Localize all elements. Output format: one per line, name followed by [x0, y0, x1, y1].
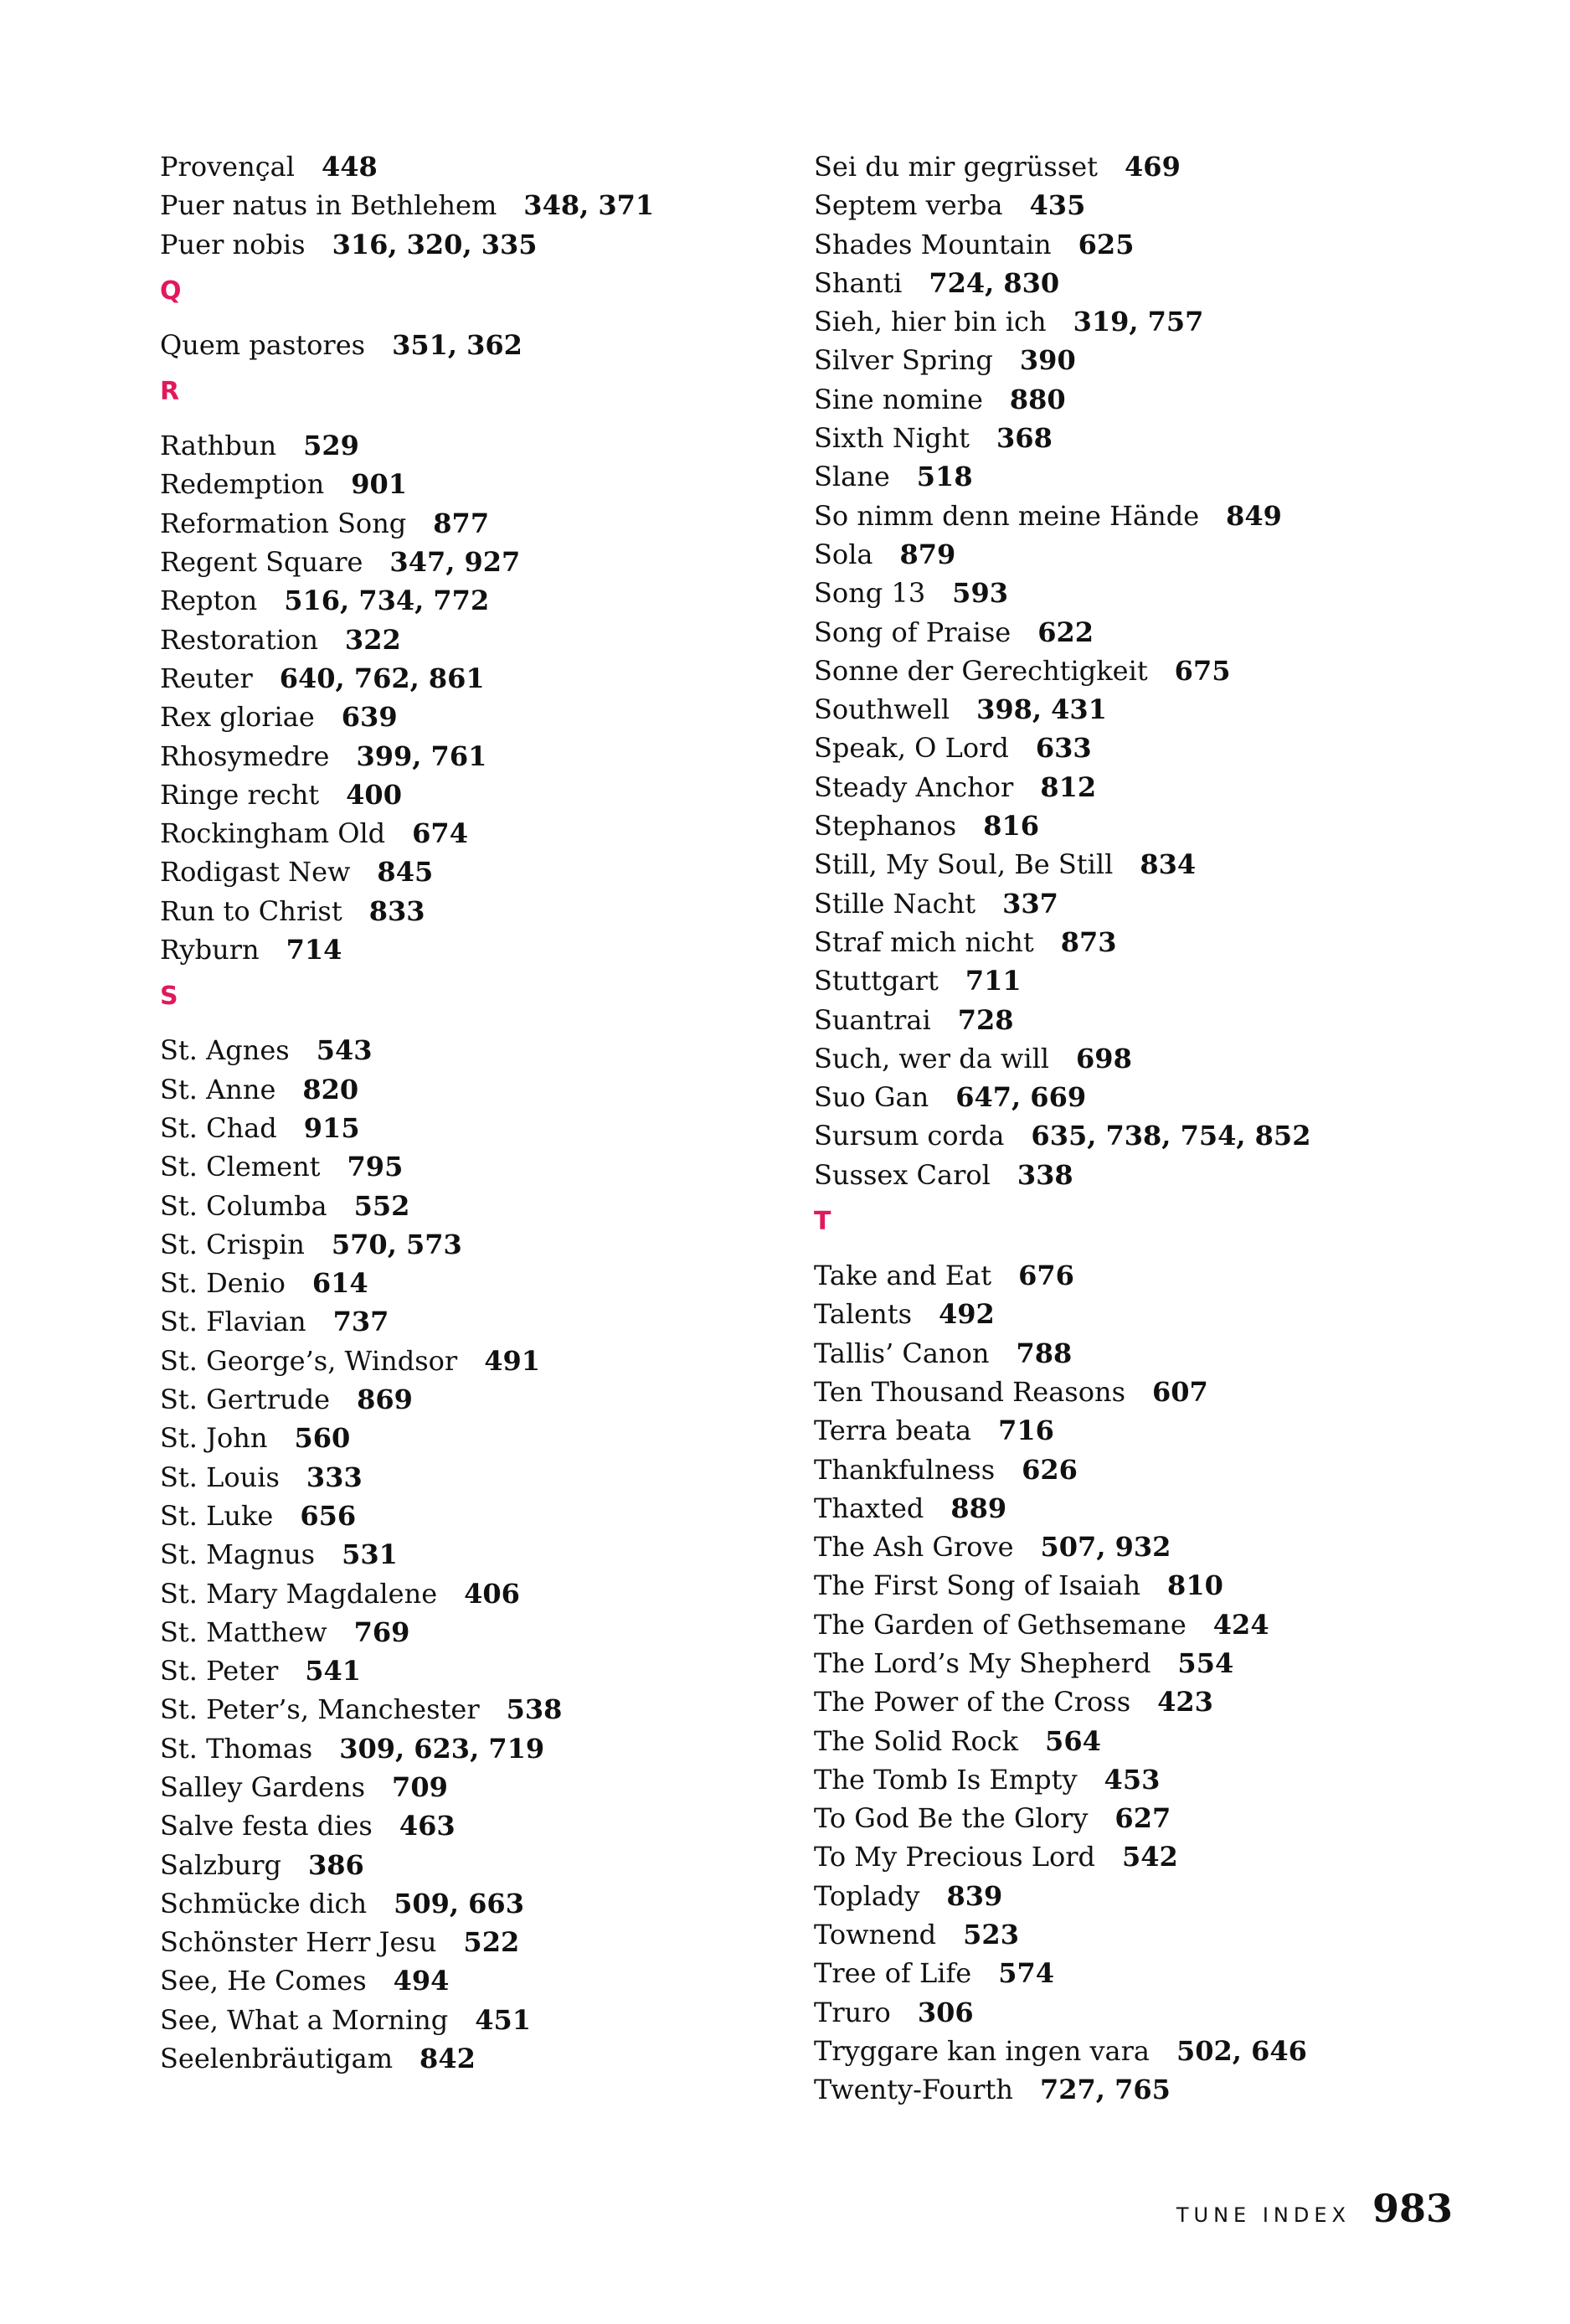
- tune-name: Sola: [814, 538, 873, 570]
- hymn-numbers: 880: [1009, 383, 1066, 415]
- hymn-numbers: 614: [311, 1267, 368, 1300]
- hymn-numbers: 351, 362: [392, 328, 522, 361]
- tune-name: Schmücke dich: [160, 1887, 368, 1919]
- index-entry: [160, 814, 796, 853]
- index-entry: [160, 1225, 796, 1264]
- tune-name: Silver Spring: [814, 344, 993, 377]
- tune-name: Septem verba: [814, 189, 1003, 222]
- hymn-numbers: 879: [899, 538, 956, 570]
- hymn-numbers: 529: [303, 430, 359, 462]
- hymn-numbers: 523: [963, 1919, 1019, 1951]
- index-entry: [814, 497, 1450, 535]
- hymn-numbers: 541: [305, 1655, 362, 1688]
- hymn-numbers: 319, 757: [1073, 306, 1204, 338]
- index-entry: [814, 1411, 1450, 1450]
- hymn-numbers: 901: [351, 468, 408, 501]
- index-entry: [160, 1187, 796, 1225]
- tune-name: So nimm denn meine Hände: [814, 499, 1200, 532]
- tune-name: Sixth Night: [814, 422, 970, 455]
- tune-name: St. Thomas: [160, 1732, 313, 1765]
- hymn-numbers: 737: [332, 1306, 389, 1338]
- index-entry: [160, 1961, 796, 2000]
- tune-name: The Tomb Is Empty: [814, 1763, 1078, 1796]
- tune-name: Stille Nacht: [814, 887, 976, 920]
- tune-name: Speak, O Lord: [814, 732, 1009, 765]
- tune-name: Rex gloriae: [160, 701, 315, 734]
- hymn-numbers: 399, 761: [356, 739, 487, 772]
- index-column-right: [814, 147, 1450, 2110]
- tune-name: Rodigast New: [160, 856, 351, 889]
- tune-name: St. George’s, Windsor: [160, 1344, 458, 1377]
- tune-name: Shanti: [814, 266, 903, 299]
- tune-name: St. Gertrude: [160, 1384, 331, 1416]
- index-entry: [814, 1682, 1450, 1721]
- hymn-numbers: 727, 765: [1039, 2074, 1171, 2106]
- tune-name: To My Precious Lord: [814, 1841, 1095, 1873]
- hymn-numbers: 674: [412, 817, 468, 850]
- tune-name: Tryggare kan ingen vara: [814, 2034, 1150, 2067]
- index-entry: [160, 1652, 796, 1690]
- hymn-numbers: 400: [346, 778, 402, 811]
- tune-name: Rhosymedre: [160, 739, 330, 772]
- tune-name: To God Be the Glory: [814, 1802, 1089, 1835]
- index-entry: [160, 1070, 796, 1109]
- hymn-numbers: 820: [302, 1073, 359, 1105]
- page-footer: [1176, 2186, 1453, 2231]
- index-entry: [160, 1380, 796, 1419]
- index-entry: [160, 1574, 796, 1613]
- hymn-numbers: 845: [377, 856, 434, 889]
- index-entry: [814, 1877, 1450, 1915]
- index-entry: [814, 690, 1450, 729]
- tune-name: Ten Thousand Reasons: [814, 1375, 1125, 1408]
- hymn-numbers: 812: [1040, 770, 1097, 803]
- hymn-numbers: 889: [950, 1492, 1007, 1524]
- hymn-numbers: 915: [303, 1111, 360, 1144]
- tune-name: Truro: [814, 1996, 891, 2028]
- hymn-numbers: 531: [342, 1538, 398, 1571]
- tune-name: The Power of the Cross: [814, 1686, 1131, 1719]
- index-entry: [160, 147, 796, 186]
- tune-name: Talents: [814, 1298, 912, 1331]
- hymn-numbers: 451: [475, 2003, 532, 2036]
- hymn-numbers: 469: [1125, 151, 1181, 183]
- index-entry: [814, 1039, 1450, 1078]
- hymn-numbers: 788: [1016, 1337, 1073, 1369]
- index-entry: [160, 698, 796, 736]
- tune-name: St. Anne: [160, 1073, 276, 1105]
- hymn-numbers: 769: [353, 1615, 410, 1648]
- tune-name: St. Magnus: [160, 1538, 316, 1571]
- index-column-left: [160, 147, 796, 2078]
- tune-name: Sieh, hier bin ich: [814, 306, 1047, 338]
- hymn-numbers: 543: [316, 1034, 373, 1067]
- index-entry: [160, 2001, 796, 2039]
- index-entry: [814, 1915, 1450, 1954]
- hymn-numbers: 698: [1076, 1042, 1132, 1074]
- hymn-numbers: 816: [983, 810, 1039, 843]
- hymn-numbers: 639: [341, 701, 398, 734]
- hymn-numbers: 869: [357, 1384, 413, 1416]
- tune-name: Repton: [160, 585, 258, 617]
- letter-heading: Q: [160, 276, 182, 306]
- tune-name: Sursum corda: [814, 1120, 1005, 1152]
- letter-heading: R: [160, 377, 180, 407]
- hymn-numbers: 463: [399, 1810, 456, 1842]
- index-entry: [160, 1690, 796, 1729]
- tune-name: Thankfulness: [814, 1453, 996, 1486]
- tune-name: Song 13: [814, 577, 926, 610]
- tune-name: Stephanos: [814, 810, 957, 843]
- tune-name: Puer natus in Bethlehem: [160, 189, 497, 222]
- index-entry: [814, 652, 1450, 690]
- hymn-numbers: 656: [300, 1499, 357, 1532]
- tune-name: Shades Mountain: [814, 228, 1052, 260]
- tune-name: The First Song of Isaiah: [814, 1569, 1141, 1602]
- index-entry: [160, 1497, 796, 1535]
- hymn-numbers: 398, 431: [976, 693, 1107, 726]
- index-entry: [814, 1760, 1450, 1799]
- hymn-numbers: 640, 762, 861: [279, 662, 485, 694]
- hymn-numbers: 538: [506, 1693, 563, 1726]
- tune-name: St. Mary Magdalene: [160, 1577, 438, 1610]
- index-entry: [160, 1923, 796, 1961]
- index-entry: [160, 930, 796, 969]
- hymn-numbers: 635, 738, 754, 852: [1031, 1120, 1311, 1152]
- tune-name: St. Matthew: [160, 1615, 327, 1648]
- tune-name: St. John: [160, 1422, 268, 1455]
- tune-name: Still, My Soul, Be Still: [814, 848, 1114, 881]
- index-entry: [160, 1147, 796, 1186]
- index-entry: [160, 426, 796, 465]
- index-entry: [160, 543, 796, 581]
- tune-name: Reuter: [160, 662, 253, 694]
- tune-name: Steady Anchor: [814, 770, 1014, 803]
- index-entry: [160, 2039, 796, 2078]
- tune-name: Thaxted: [814, 1492, 924, 1524]
- index-entry: [160, 504, 796, 543]
- index-entry: [160, 1458, 796, 1497]
- index-entry: [814, 1954, 1450, 1992]
- hymn-numbers: 309, 623, 719: [339, 1732, 545, 1765]
- tune-name: St. Luke: [160, 1499, 274, 1532]
- hymn-numbers: 347, 927: [389, 546, 521, 579]
- index-entry: [814, 1256, 1450, 1295]
- tune-name: Salzburg: [160, 1848, 281, 1881]
- hymn-numbers: 368: [996, 422, 1053, 455]
- index-entry: [814, 1722, 1450, 1760]
- tune-name: Toplady: [814, 1879, 920, 1912]
- hymn-numbers: 502, 646: [1176, 2034, 1307, 2067]
- hymn-numbers: 711: [965, 965, 1022, 997]
- hymn-numbers: 453: [1104, 1763, 1161, 1796]
- index-entry: [160, 1729, 796, 1768]
- hymn-numbers: 833: [368, 894, 425, 927]
- hymn-numbers: 839: [946, 1879, 1003, 1912]
- hymn-numbers: 834: [1140, 848, 1197, 881]
- index-entry: [814, 845, 1450, 884]
- tune-name: Schönster Herr Jesu: [160, 1926, 437, 1959]
- hymn-numbers: 424: [1212, 1608, 1269, 1641]
- index-entry: [814, 302, 1450, 341]
- hymn-numbers: 316, 320, 335: [332, 228, 538, 260]
- index-entry: [814, 2032, 1450, 2070]
- tune-name: St. Denio: [160, 1267, 286, 1300]
- index-entry: [160, 776, 796, 814]
- index-entry: [160, 1031, 796, 1069]
- tune-name: St. Chad: [160, 1111, 277, 1144]
- index-entry: [814, 884, 1450, 923]
- index-entry: [814, 1295, 1450, 1333]
- letter-heading: S: [160, 982, 178, 1012]
- hymn-numbers: 406: [464, 1577, 520, 1610]
- hymn-numbers: 491: [484, 1344, 540, 1377]
- hymn-numbers: 675: [1174, 654, 1231, 687]
- tune-name: Run to Christ: [160, 894, 342, 927]
- index-entry: [160, 186, 796, 224]
- tune-name: Ringe recht: [160, 778, 320, 811]
- letter-heading: T: [814, 1207, 831, 1237]
- index-entry: [160, 1535, 796, 1574]
- hymn-numbers: 435: [1029, 189, 1086, 222]
- index-entry: [814, 1078, 1450, 1116]
- tune-name: The Solid Rock: [814, 1724, 1019, 1757]
- tune-name: See, He Comes: [160, 1965, 367, 1997]
- index-entry: [814, 729, 1450, 767]
- tune-name: Stuttgart: [814, 965, 939, 997]
- index-entry: [160, 1806, 796, 1845]
- hymn-numbers: 724, 830: [929, 266, 1060, 299]
- tune-name: Redemption: [160, 468, 325, 501]
- tune-name: St. Agnes: [160, 1034, 290, 1067]
- tune-name: Suo Gan: [814, 1081, 929, 1114]
- index-entry: [814, 147, 1450, 186]
- tune-name: Salve festa dies: [160, 1810, 373, 1842]
- tune-name: St. Flavian: [160, 1306, 306, 1338]
- tune-name: Townend: [814, 1919, 937, 1951]
- hymn-numbers: 593: [952, 577, 1008, 610]
- index-entry: [814, 806, 1450, 845]
- index-entry: [814, 1837, 1450, 1876]
- tune-name: Tree of Life: [814, 1957, 972, 1990]
- tune-name: Rathbun: [160, 430, 277, 462]
- index-entry: [814, 1373, 1450, 1411]
- index-entry: [160, 225, 796, 264]
- tune-name: St. Columba: [160, 1189, 327, 1222]
- index-entry: [814, 1644, 1450, 1682]
- hymn-numbers: 709: [392, 1770, 448, 1803]
- hymn-numbers: 492: [939, 1298, 995, 1331]
- tune-name: Sonne der Gerechtigkeit: [814, 654, 1148, 687]
- tune-name: Southwell: [814, 693, 950, 726]
- index-entry: [814, 1116, 1450, 1155]
- index-entry: [160, 326, 796, 364]
- index-entry: [814, 457, 1450, 496]
- section-label: TUNE INDEX: [1176, 2203, 1351, 2227]
- hymn-numbers: 877: [433, 507, 490, 539]
- tune-name: St. Peter’s, Manchester: [160, 1693, 480, 1726]
- tune-name: Restoration: [160, 623, 318, 656]
- tune-name: Take and Eat: [814, 1260, 992, 1292]
- hymn-numbers: 564: [1045, 1724, 1101, 1757]
- index-entry: [814, 1799, 1450, 1837]
- hymn-numbers: 333: [306, 1461, 363, 1493]
- hymn-numbers: 627: [1114, 1802, 1171, 1835]
- tune-name: Terra beata: [814, 1414, 972, 1447]
- index-entry: [814, 1605, 1450, 1644]
- index-entry: [160, 1419, 796, 1457]
- index-entry: [814, 1334, 1450, 1373]
- hymn-numbers: 542: [1122, 1841, 1178, 1873]
- index-entry: [160, 1302, 796, 1341]
- hymn-numbers: 873: [1060, 925, 1117, 958]
- hymn-numbers: 509, 663: [394, 1887, 524, 1919]
- tune-name: Rockingham Old: [160, 817, 386, 850]
- index-entry: [160, 621, 796, 659]
- hymn-numbers: 714: [286, 934, 342, 966]
- hymn-numbers: 647, 669: [955, 1081, 1087, 1114]
- index-entry: [160, 1264, 796, 1302]
- hymn-numbers: 552: [353, 1189, 410, 1222]
- tune-name: St. Louis: [160, 1461, 280, 1493]
- index-entry: [160, 1109, 796, 1147]
- hymn-numbers: 849: [1226, 499, 1282, 532]
- hymn-numbers: 522: [463, 1926, 520, 1959]
- index-entry: [160, 581, 796, 620]
- hymn-numbers: 337: [1002, 887, 1058, 920]
- hymn-numbers: 633: [1035, 732, 1092, 765]
- index-entry: [160, 659, 796, 698]
- tune-name: Salley Gardens: [160, 1770, 366, 1803]
- hymn-numbers: 322: [344, 623, 401, 656]
- index-entry: [814, 419, 1450, 457]
- hymn-numbers: 338: [1017, 1158, 1073, 1191]
- index-entry: [814, 923, 1450, 961]
- index-entry: [814, 1528, 1450, 1566]
- index-entry: [814, 535, 1450, 574]
- tune-name: St. Peter: [160, 1655, 279, 1688]
- index-entry: [814, 1566, 1450, 1605]
- hymn-numbers: 716: [998, 1414, 1054, 1447]
- index-entry: [814, 1156, 1450, 1194]
- index-entry: [814, 380, 1450, 419]
- tune-name: Regent Square: [160, 546, 363, 579]
- index-entry: [814, 574, 1450, 612]
- index-entry: [814, 1993, 1450, 2032]
- tune-name: Such, wer da will: [814, 1042, 1050, 1074]
- tune-name: Ryburn: [160, 934, 260, 966]
- hymn-numbers: 448: [321, 151, 378, 183]
- index-entry: [814, 961, 1450, 1000]
- hymn-numbers: 574: [998, 1957, 1055, 1990]
- hymn-numbers: 570, 573: [331, 1228, 462, 1260]
- hymn-numbers: 607: [1152, 1375, 1208, 1408]
- hymn-numbers: 423: [1157, 1686, 1213, 1719]
- index-entry: [160, 1846, 796, 1884]
- index-entry: [814, 264, 1450, 302]
- index-entry: [160, 1342, 796, 1380]
- tune-name: Straf mich nicht: [814, 925, 1034, 958]
- tune-name: Twenty-Fourth: [814, 2074, 1013, 2106]
- hymn-numbers: 494: [393, 1965, 450, 1997]
- tune-name: Slane: [814, 461, 890, 493]
- tune-name: Seelenbräutigam: [160, 2043, 394, 2075]
- hymn-numbers: 676: [1018, 1260, 1074, 1292]
- tune-name: The Ash Grove: [814, 1531, 1014, 1564]
- hymn-numbers: 516, 734, 772: [284, 585, 490, 617]
- hymn-numbers: 348, 371: [523, 189, 655, 222]
- hymn-numbers: 560: [294, 1422, 351, 1455]
- hymn-numbers: 625: [1078, 228, 1135, 260]
- index-entry: [160, 1613, 796, 1652]
- index-entry: [814, 1001, 1450, 1039]
- hymn-numbers: 622: [1037, 616, 1094, 648]
- index-entry: [160, 465, 796, 503]
- hymn-numbers: 386: [307, 1848, 364, 1881]
- index-entry: [160, 1884, 796, 1923]
- index-entry: [160, 737, 796, 776]
- hymn-numbers: 306: [917, 1996, 974, 2028]
- index-entry: [814, 341, 1450, 379]
- tune-name: Sine nomine: [814, 383, 983, 415]
- tune-name: Tallis’ Canon: [814, 1337, 990, 1369]
- hymn-numbers: 518: [916, 461, 973, 493]
- index-entry: [814, 1489, 1450, 1528]
- tune-name: Suantrai: [814, 1003, 931, 1036]
- page-number: 983: [1372, 2186, 1453, 2231]
- tune-name: Quem pastores: [160, 328, 366, 361]
- hymn-numbers: 810: [1167, 1569, 1223, 1602]
- index-entry: [160, 853, 796, 891]
- tune-name: Sussex Carol: [814, 1158, 991, 1191]
- tune-name: Provençal: [160, 151, 295, 183]
- index-entry: [160, 892, 796, 930]
- index-entry: [814, 1451, 1450, 1489]
- index-entry: [814, 613, 1450, 652]
- tune-name: Sei du mir gegrüsset: [814, 151, 1099, 183]
- hymn-numbers: 554: [1177, 1646, 1234, 1679]
- index-entry: [814, 768, 1450, 806]
- tune-name: Puer nobis: [160, 228, 306, 260]
- hymn-numbers: 795: [347, 1151, 404, 1183]
- tune-name: Song of Praise: [814, 616, 1011, 648]
- index-entry: [160, 1768, 796, 1806]
- hymn-numbers: 842: [420, 2043, 476, 2075]
- tune-name: St. Clement: [160, 1151, 321, 1183]
- hymn-numbers: 390: [1019, 344, 1076, 377]
- index-entry: [814, 225, 1450, 264]
- tune-name: See, What a Morning: [160, 2003, 449, 2036]
- index-entry: [814, 2070, 1450, 2109]
- hymn-numbers: 728: [957, 1003, 1014, 1036]
- index-entry: [814, 186, 1450, 224]
- tune-name: St. Crispin: [160, 1228, 305, 1260]
- tune-name: The Garden of Gethsemane: [814, 1608, 1187, 1641]
- hymn-numbers: 507, 932: [1040, 1531, 1171, 1564]
- tune-name: The Lord’s My Shepherd: [814, 1646, 1151, 1679]
- tune-name: Reformation Song: [160, 507, 407, 539]
- hymn-numbers: 626: [1022, 1453, 1078, 1486]
